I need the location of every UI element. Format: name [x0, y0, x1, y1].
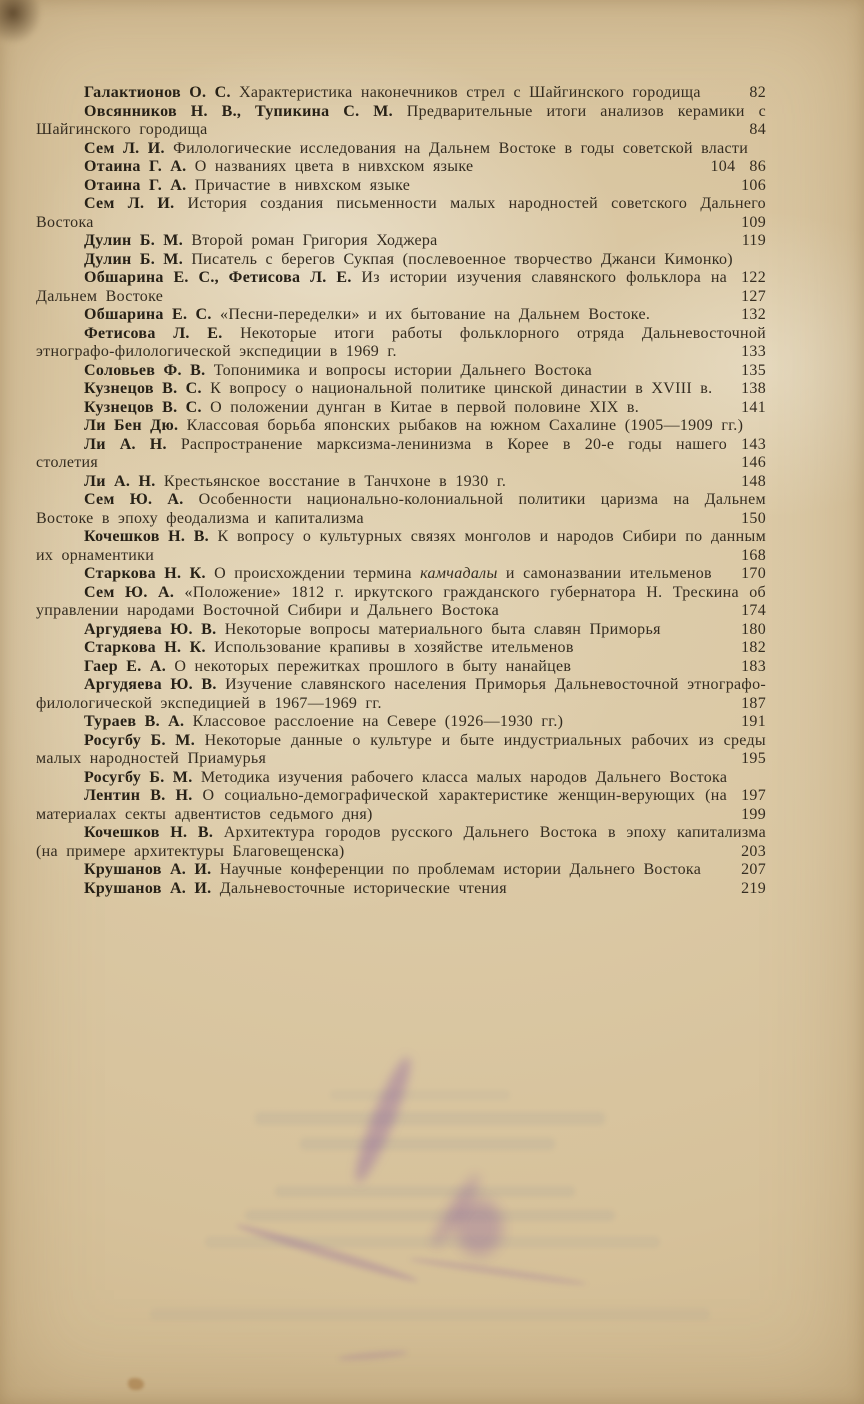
toc-entry: [36, 362, 766, 381]
entry-title: О положении дунган в Китае в первой половине XIX в.: [210, 398, 640, 416]
toc-entry: [36, 84, 766, 103]
entry-title: Некоторые итоги работы фольклорного отряда Дальневосточной этнографо-филологической экспедиции в 1969 г.: [36, 324, 766, 360]
entry-page-number: 106: [741, 176, 766, 194]
entry-page-number: 132: [741, 306, 766, 323]
toc-entry: [36, 639, 766, 658]
verso-showthrough: [330, 1090, 510, 1100]
toc-entry: [36, 880, 766, 899]
entry-title: Научные конференции по проблемам истории Дальнего Востока: [219, 861, 702, 878]
entry-author: Обшарина Е. С., Фетисова Л. Е.: [84, 269, 352, 286]
entry-title: Топонимика и вопросы истории Дальнего Востока: [213, 361, 593, 379]
entry-author: Лентин В. Н.: [84, 787, 193, 804]
entry-title-italic-term: камчадалы: [420, 565, 498, 582]
entry-page-number: 182: [741, 639, 766, 656]
entry-page-number: 135: [741, 361, 766, 379]
entry-author: Ли Бен Дю.: [84, 417, 179, 434]
entry-author: Дулин Б. М.: [84, 250, 184, 268]
verso-showthrough: [300, 1138, 555, 1150]
entry-author: Ли А. Н.: [84, 435, 167, 453]
entry-author: Росугбу Б. М.: [84, 768, 193, 786]
entry-title: Дальневосточные исторические чтения: [219, 879, 507, 897]
entry-title: Крестьянское восстание в Танчхоне в 1930 г.: [163, 472, 507, 490]
entry-page-number: 109: [741, 213, 766, 231]
entry-title: Филологические исследования на Дальнем Востоке в годы советской власти: [173, 139, 749, 157]
entry-author: Кочешков Н. В.: [84, 528, 209, 545]
toc-entry: [36, 565, 766, 584]
ink-smudge: [338, 1349, 408, 1362]
toc-entry: [36, 861, 766, 880]
entry-page-number: 141: [741, 398, 766, 416]
entry-author: Ли А. Н.: [84, 472, 156, 490]
toc-entry: [36, 824, 766, 861]
entry-page-number: 143: [741, 435, 766, 453]
entry-page-number: 133: [741, 343, 766, 360]
entry-page-number: 150: [741, 509, 766, 527]
entry-author: Крушанов А. И.: [84, 879, 212, 897]
toc-entry: [36, 195, 766, 232]
entry-title: Из истории изучения славянского фольклора на Дальнем Востоке: [36, 269, 728, 305]
verso-showthrough: [150, 1308, 710, 1320]
entry-title: Классовая борьба японских рыбаков на южном Сахалине (1905—1909 гг.): [186, 417, 744, 434]
entry-author: Отаина Г. А.: [84, 176, 187, 194]
toc-list: [36, 84, 766, 898]
entry-title: О социально-демографической характеристике женщин-верующих (на материалах секты адвентистов седьмого дня): [36, 787, 728, 823]
entry-page-number: 138: [741, 380, 766, 397]
toc-entry: [36, 713, 766, 732]
entry-title: Некоторые вопросы материального быта славян Приморья: [224, 620, 661, 638]
entry-page-number: 197: [741, 787, 766, 804]
entry-author: Росугбу Б. М.: [84, 731, 196, 749]
entry-title: Изучение славянского населения Приморья Дальневосточной этнографо-филологической экспедицией в 1967—1969 гг.: [36, 676, 766, 712]
toc-entry: [36, 399, 766, 418]
ink-smudge: [235, 1220, 420, 1285]
entry-page-number: 174: [741, 602, 766, 619]
entry-author: Сем Л. И.: [84, 139, 165, 157]
entry-page-number: 219: [741, 879, 766, 897]
entry-title: Характеристика наконечников стрел с Шайгинского городища: [239, 84, 701, 101]
toc-entry: [36, 658, 766, 677]
entry-title: «Песни-переделки» и их бытование на Дальнем Востоке.: [220, 306, 651, 323]
entry-page-number: 195: [741, 750, 766, 767]
entry-title: Использование крапивы в хозяйстве ительменов: [214, 639, 574, 656]
entry-title: К вопросу о национальной политике цинской династии в XVIII в.: [210, 380, 713, 397]
entry-page-number: 84: [749, 121, 766, 138]
entry-author: Аргудяева Ю. В.: [84, 676, 217, 693]
entry-page-number: 122: [741, 269, 766, 286]
entry-author: Овсянников Н. В., Тупикина С. М.: [84, 102, 393, 120]
toc-entry: [36, 473, 766, 492]
toc-entry: [36, 177, 766, 196]
toc-entry: [36, 158, 766, 177]
entry-title: Классовое расслоение на Севере (1926—1930 гг.): [192, 713, 564, 730]
entry-page-number: 104: [710, 158, 736, 175]
entry-author: Фетисова Л. Е.: [84, 324, 223, 342]
entry-author: Аргудяева Ю. В.: [84, 620, 217, 638]
entry-title: Архитектура городов русского Дальнего Востока в эпоху капитализма (на примере архитектуры Благовещенска): [36, 824, 767, 860]
entry-page-number: 119: [741, 232, 766, 249]
entry-title: О некоторых пережитках прошлого в быту нанайцев: [174, 657, 572, 675]
verso-showthrough: [245, 1210, 615, 1221]
entry-author: Сем Ю. А.: [84, 491, 184, 508]
entry-page-number: 191: [741, 713, 766, 730]
toc-entry: [36, 584, 766, 621]
entry-author: Сем Ю. А.: [84, 583, 175, 601]
toc-entry: [36, 103, 766, 140]
entry-page-number: 199: [741, 805, 766, 823]
entry-title: Методика изучения рабочего класса малых народов Дальнего Востока: [200, 768, 728, 786]
toc-entry: [36, 380, 766, 399]
entry-author: Тураев В. А.: [84, 713, 185, 730]
entry-author: Отаина Г. А.: [84, 158, 187, 175]
toc-entry: [36, 269, 766, 306]
entry-author: Обшарина Е. С.: [84, 306, 212, 323]
entry-page-number: 146: [741, 454, 766, 471]
entry-author: Кочешков Н. В.: [84, 824, 214, 841]
entry-author: Соловьев Ф. В.: [84, 361, 206, 379]
entry-title: «Положение» 1812 г. иркутского гражданского губернатора Н. Трескина об управлении народами Восточной Сибири и Дальнего Востока: [36, 583, 766, 619]
entry-title: Второй роман Григория Ходжера: [191, 232, 438, 249]
paper-speck: [128, 1378, 144, 1390]
entry-page-number: 86: [749, 158, 766, 175]
entry-page-number: 148: [741, 472, 766, 490]
entry-title: О названиях цвета в нивхском языке: [194, 158, 474, 175]
toc-entry: [36, 787, 766, 824]
entry-title: Распространение марксизма-ленинизма в Корее в 20-е годы нашего столетия: [36, 435, 728, 471]
entry-author: Крушанов А. И.: [84, 861, 212, 878]
entry-title: История создания письменности малых народностей советского Дальнего Востока: [36, 195, 766, 231]
entry-author: Дулин Б. М.: [84, 232, 184, 249]
entry-page-number: 203: [741, 842, 766, 860]
entry-page-number: 170: [741, 565, 766, 582]
entry-page-number: 183: [741, 657, 766, 675]
entry-author: Гаер Е. А.: [84, 657, 166, 675]
ink-smudge: [408, 1256, 587, 1288]
entry-author: Сем Л. И.: [84, 195, 175, 212]
entry-title: Писатель с берегов Сукпая (послевоенное творчество Джанси Кимонко): [191, 250, 733, 268]
toc-entry: [36, 306, 766, 325]
entry-title: К вопросу о культурных связях монголов и народов Сибири по данным их орнаментики: [36, 528, 766, 564]
entry-title: Особенности национально-колониальной политики царизма на Дальнем Востоке в эпоху феодализма и капитализма: [36, 491, 766, 527]
entry-author: Кузнецов В. С.: [84, 398, 202, 416]
entry-title-text: О происхождении термина: [214, 565, 421, 582]
entry-title: Предварительные итоги анализов керамики с Шайгинского городища: [36, 102, 766, 138]
toc-entry: [36, 621, 766, 640]
scan-corner-artifact: [0, 0, 42, 44]
entry-page-number: 168: [741, 546, 766, 564]
entry-page-number: 207: [741, 861, 766, 878]
entry-author: Старкова Н. К.: [84, 639, 206, 656]
entry-page-number: 187: [741, 694, 766, 712]
entry-title: [214, 565, 712, 582]
toc-entry: [36, 232, 766, 251]
entry-author: Кузнецов В. С.: [84, 380, 202, 397]
entry-author: Галактионов О. С.: [84, 84, 231, 101]
ink-smudge: [455, 1198, 503, 1256]
toc-entry: [36, 732, 766, 769]
entry-title: Некоторые данные о культуре и быте индустриальных рабочих из среды малых народностей Приамурья: [36, 731, 766, 767]
verso-showthrough: [255, 1112, 605, 1125]
entry-page-number: 82: [749, 84, 766, 101]
entry-author: Старкова Н. К.: [84, 565, 206, 582]
toc-entry: [36, 528, 766, 565]
toc-entry: [36, 491, 766, 528]
entry-title-text: и самоназвании ительменов: [497, 565, 712, 582]
toc-entry: [36, 436, 766, 473]
entry-title: Причастие в нивхском языке: [194, 176, 411, 194]
verso-showthrough: [275, 1186, 575, 1197]
entry-page-number: 180: [741, 620, 766, 638]
entry-page-number: 127: [741, 287, 766, 305]
toc-entry: [36, 676, 766, 713]
toc-entry: [36, 325, 766, 362]
